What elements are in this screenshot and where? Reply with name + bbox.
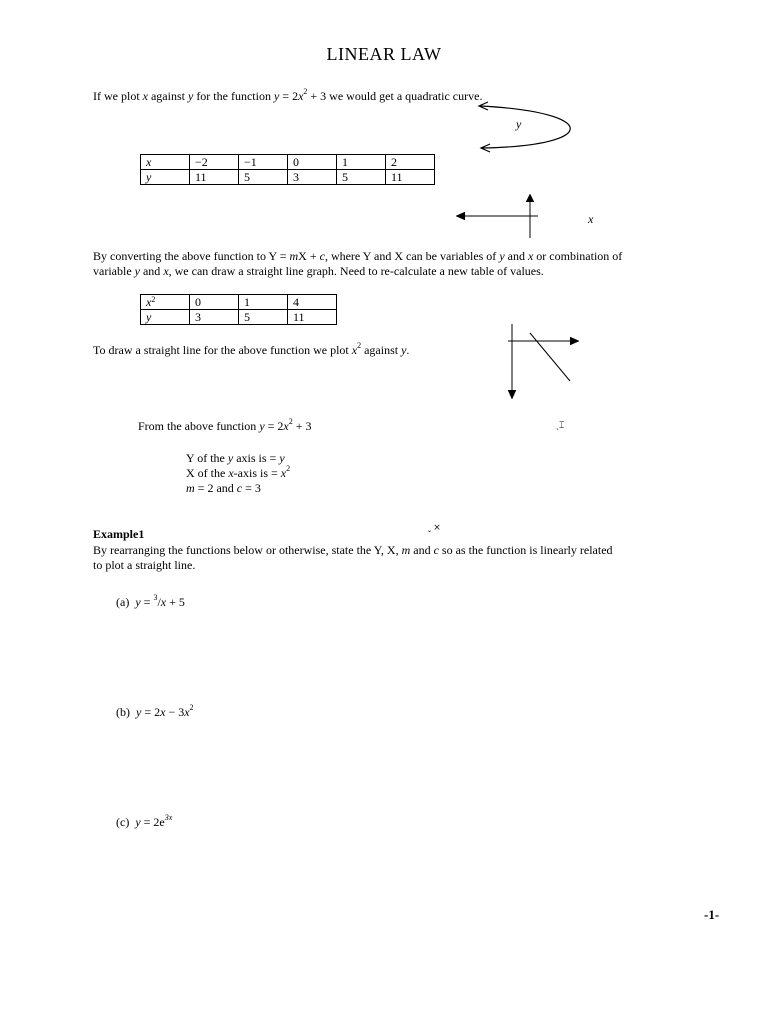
summary-m-c: m = 2 and c = 3 <box>186 481 261 495</box>
example-heading: Example1 <box>93 527 145 541</box>
table-cell: 5 <box>239 170 288 185</box>
table-cell: 0 <box>288 155 337 170</box>
table-cell: y <box>141 170 190 185</box>
table-row <box>141 170 435 185</box>
table-cell: $x^2$ <box>141 295 190 310</box>
table-cell: 2 <box>386 155 435 170</box>
horizontal-arrowhead <box>456 212 465 220</box>
table-cell: 11 <box>288 310 337 325</box>
converting-line-2: variable y and x, we can draw a straight line graph. Need to re-calculate a new table of values. <box>93 264 544 278</box>
table-row <box>141 295 337 310</box>
values-table-1 <box>140 154 435 185</box>
table-cell: 0 <box>190 295 239 310</box>
diagram1-x-label: x <box>588 212 594 226</box>
curved-arrow <box>480 106 570 148</box>
table-cell: 5 <box>239 310 288 325</box>
rotation-arrow-diagram <box>470 98 580 158</box>
draw-line-text: To draw a straight line for the above function we plot $x^2$ against y. <box>93 341 410 357</box>
from-above-text: From the above function $y = 2x^2 + 3$ <box>138 417 312 433</box>
example-line-2: to plot a straight line. <box>93 558 196 572</box>
question-a: (a) y = $^3$/x + 5 <box>116 593 185 609</box>
table-cell: y <box>141 310 190 325</box>
table-cell: 11 <box>190 170 239 185</box>
stray-mark-2: ˬ ⨯ <box>428 522 441 532</box>
question-b: (b) $y = 2x - 3x^2$ <box>116 703 194 719</box>
table-cell: 1 <box>337 155 386 170</box>
table-cell: −2 <box>190 155 239 170</box>
values-table-2 <box>140 294 337 325</box>
axes-diagram-1 <box>452 192 542 242</box>
summary-y: Y of the y axis is = y <box>186 451 285 465</box>
converting-line-1: By converting the above function to Y = mX + c, where Y and X can be variables of y and x or combination of <box>93 249 623 263</box>
intro-text: If we plot x against y for the function $y = 2x^2 + 3$ we would get a quadratic curve. <box>93 87 483 103</box>
diagram1-y-label: y <box>516 117 522 131</box>
table-cell: −1 <box>239 155 288 170</box>
horizontal-arrowhead <box>570 337 579 345</box>
straight-line <box>530 333 570 381</box>
table-cell: 4 <box>288 295 337 310</box>
vertical-arrowhead <box>508 390 516 399</box>
table-cell: 1 <box>239 295 288 310</box>
vertical-arrowhead <box>526 194 534 202</box>
table-cell: 5 <box>337 170 386 185</box>
question-c: (c) $y = 2e^{3x}$ <box>116 813 173 829</box>
table-row <box>141 310 337 325</box>
page-number: -1- <box>704 907 720 922</box>
axes-diagram-2 <box>500 320 585 402</box>
table-cell: 3 <box>288 170 337 185</box>
table-cell: x <box>141 155 190 170</box>
table-cell: 3 <box>190 310 239 325</box>
table-row <box>141 155 435 170</box>
example-line-1: By rearranging the functions below or otherwise, state the Y, X, m and c so as the function is linearly related <box>93 543 613 557</box>
summary-x: X of the x-axis is = $x^2$ <box>186 464 291 480</box>
table-cell: 11 <box>386 170 435 185</box>
page-title: LINEAR LAW <box>326 44 442 64</box>
stray-mark-1: ˎ⌶ <box>556 420 565 430</box>
